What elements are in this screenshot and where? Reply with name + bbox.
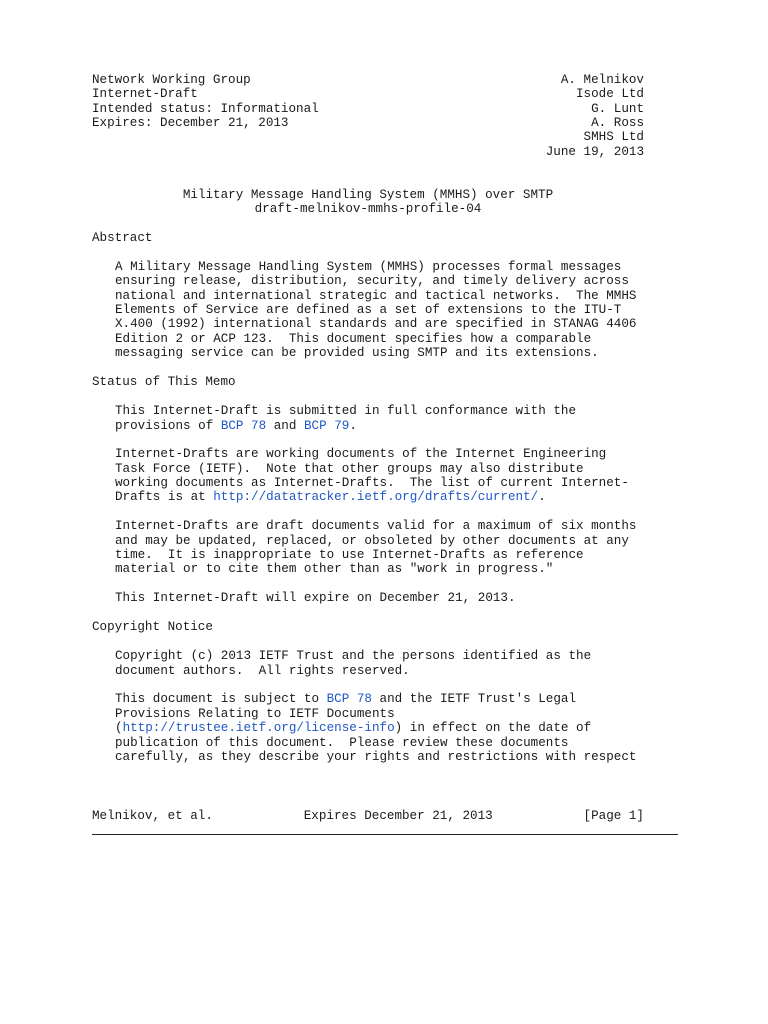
abstract-line: Elements of Service are defined as a set of extensions to the ITU-T: [115, 303, 622, 317]
header-row-2: [92, 87, 644, 101]
copyright-p2-line: carefully, as they describe your rights and restrictions with respect: [115, 750, 637, 764]
text-span: provisions of: [115, 419, 221, 433]
text-span: This document is subject to: [115, 692, 327, 706]
footer-page-number: [Page 1]: [583, 809, 644, 823]
abstract-heading: Abstract: [92, 231, 153, 245]
status-p3-line: Internet-Drafts are draft documents valid for a maximum of six months: [115, 519, 637, 533]
text-span: (: [115, 721, 123, 735]
header-left-2: Internet-Draft: [92, 87, 198, 101]
abstract-line: ensuring release, distribution, security, and timely delivery across: [115, 274, 629, 288]
drafts-current-link[interactable]: http://datatracker.ietf.org/drafts/current/: [213, 490, 539, 504]
header-left-4: Expires: December 21, 2013: [92, 116, 289, 130]
abstract-line: X.400 (1992) international standards and are specified in STANAG 4406: [115, 317, 637, 331]
copyright-p2-line: [115, 721, 644, 735]
header-row-1: [92, 73, 644, 87]
footer-authors: Melnikov, et al.: [92, 809, 213, 823]
text-span: .: [349, 419, 357, 433]
text-span: ) in effect on the date of: [394, 721, 592, 735]
page-footer: [92, 809, 644, 823]
abstract-line: A Military Message Handling System (MMHS) processes formal messages: [115, 260, 622, 274]
header-row-3: [92, 102, 644, 116]
status-p2-line: Task Force (IETF). Note that other groups may also distribute: [115, 462, 584, 476]
header-right-5: SMHS Ltd: [583, 130, 644, 144]
copyright-p1-line: document authors. All rights reserved.: [115, 664, 410, 678]
header-right-2: Isode Ltd: [575, 87, 644, 101]
draft-name: draft-melnikov-mmhs-profile-04: [254, 202, 482, 216]
abstract-line: messaging service can be provided using SMTP and its extensions.: [115, 346, 599, 360]
abstract-line: Edition 2 or ACP 123. This document specifies how a comparable: [115, 332, 592, 346]
status-p3-line: time. It is inappropriate to use Internet-Drafts as reference: [115, 548, 584, 562]
footer-expiry: Expires December 21, 2013: [303, 809, 493, 823]
status-p1-line: [115, 419, 644, 433]
header-row-4: [92, 116, 644, 130]
bcp78-link[interactable]: BCP 78: [326, 692, 372, 706]
status-heading: Status of This Memo: [92, 375, 236, 389]
status-p2-line: Internet-Drafts are working documents of the Internet Engineering: [115, 447, 607, 461]
text-span: and the IETF Trust's Legal: [371, 692, 577, 706]
copyright-heading: Copyright Notice: [92, 620, 213, 634]
copyright-p2-line: Provisions Relating to IETF Documents: [115, 707, 395, 721]
text-span: Drafts is at: [115, 490, 214, 504]
header-left-1: Network Working Group: [92, 73, 251, 87]
header-row-6: [92, 145, 644, 159]
bcp79-link[interactable]: BCP 79: [303, 419, 350, 433]
status-p3-line: material or to cite them other than as "work in progress.": [115, 562, 554, 576]
text-span: and: [266, 419, 304, 433]
header-row-5: [92, 130, 644, 144]
status-p3-line: and may be updated, replaced, or obsoleted by other documents at any: [115, 534, 629, 548]
status-p2-line: [115, 490, 644, 504]
footer-divider: [92, 834, 678, 835]
copyright-p1-line: Copyright (c) 2013 IETF Trust and the persons identified as the: [115, 649, 592, 663]
status-p4-line: This Internet-Draft will expire on December 21, 2013.: [115, 591, 516, 605]
header-left-3: Intended status: Informational: [92, 102, 319, 116]
status-p2-line: working documents as Internet-Drafts. The list of current Internet-: [115, 476, 629, 490]
license-info-link[interactable]: http://trustee.ietf.org/license-info: [122, 721, 395, 735]
text-span: .: [538, 490, 546, 504]
header-right-4: A. Ross: [591, 116, 644, 130]
copyright-p2-line: [115, 692, 644, 706]
header-right-1: A. Melnikov: [560, 73, 644, 87]
status-p1-line: This Internet-Draft is submitted in full conformance with the: [115, 404, 577, 418]
copyright-p2-line: publication of this document. Please review these documents: [115, 736, 569, 750]
header-right-3: G. Lunt: [591, 102, 644, 116]
header-right-6: June 19, 2013: [545, 145, 644, 159]
bcp78-link[interactable]: BCP 78: [220, 419, 267, 433]
document-title: Military Message Handling System (MMHS) over SMTP: [182, 188, 554, 202]
abstract-line: national and international strategic and tactical networks. The MMHS: [115, 289, 637, 303]
